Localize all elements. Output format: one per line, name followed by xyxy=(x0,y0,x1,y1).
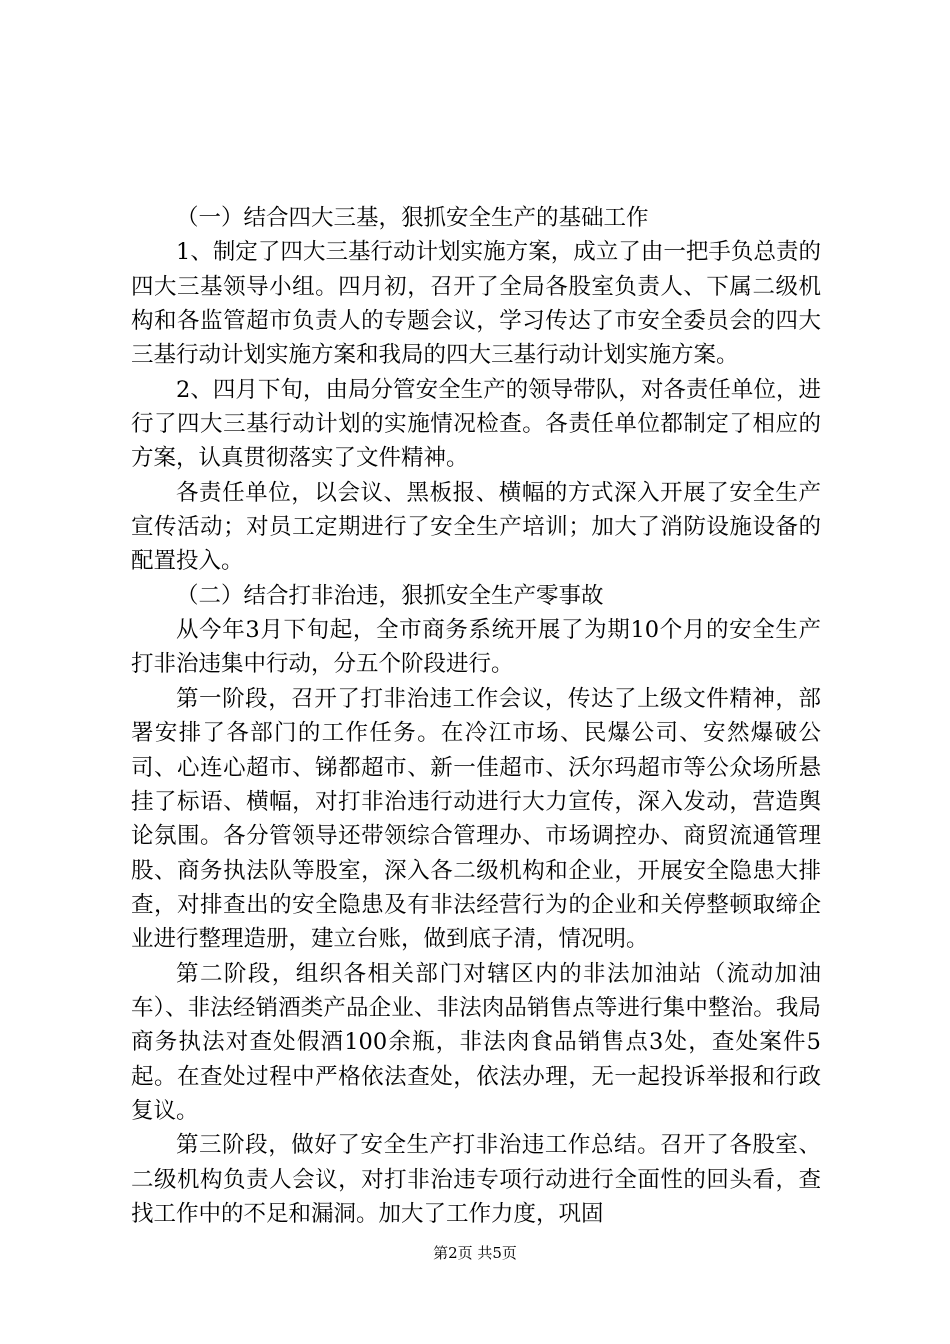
document-body xyxy=(131,201,821,1231)
page-footer: 第2页 共5页 xyxy=(433,1244,517,1262)
paragraph-5: 第一阶段，召开了打非治违工作会议，传达了上级文件精神，部署安排了各部门的工作任务。在冷江市场、民爆公司、安然爆破公司、心连心超市、锑都超市、新一佳超市、沃尔玛超市等公众场所悬挂了标语、横幅，对打非治违行动进行大力宣传，深入发动，营造舆论氛围。各分管领导还带领综合管理办、市场调控办、商贸流通管理股、商务执法队等股室，深入各二级机构和企业，开展安全隐患大排查，对排查出的安全隐患及有非法经营行为的企业和关停整顿取缔企业进行整理造册，建立台账，做到底子清，情况明。 xyxy=(131,685,821,953)
paragraph-6: 第二阶段，组织各相关部门对辖区内的非法加油站（流动加油车）、非法经销酒类产品企业、非法肉品销售点等进行集中整治。我局商务执法对查处假酒100余瓶，非法肉食品销售点3处，查处案件5起。在查处过程中严格依法查处，依法办理，无一起投诉举报和行政复议。 xyxy=(131,960,821,1124)
paragraph-7: 第三阶段，做好了安全生产打非治违工作总结。召开了各股室、二级机构负责人会议，对打非治违专项行动进行全面性的回头看，查找工作中的不足和漏洞。加大了工作力度，巩固 xyxy=(131,1132,821,1227)
paragraph-3: 各责任单位，以会议、黑板报、横幅的方式深入开展了安全生产宣传活动；对员工定期进行了安全生产培训；加大了消防设施设备的配置投入。 xyxy=(131,479,821,575)
paragraph-2: 2、四月下旬，由局分管安全生产的领导带队，对各责任单位，进行了四大三基行动计划的实施情况检查。各责任单位都制定了相应的方案，认真贯彻落实了文件精神。 xyxy=(131,376,821,472)
section-heading-2: （二）结合打非治违，狠抓安全生产零事故 xyxy=(176,582,604,609)
paragraph-1: 1、制定了四大三基行动计划实施方案，成立了由一把手负总责的四大三基领导小组。四月初，召开了全局各股室负责人、下属二级机构和各监管超市负责人的专题会议，学习传达了市安全委员会的四大三基行动计划实施方案和我局的四大三基行动计划实施方案。 xyxy=(131,239,821,369)
paragraph-4: 从今年3月下旬起，全市商务系统开展了为期10个月的安全生产打非治违集中行动，分五个阶段进行。 xyxy=(131,617,821,678)
section-heading-1: （一）结合四大三基，狠抓安全生产的基础工作 xyxy=(176,205,649,231)
